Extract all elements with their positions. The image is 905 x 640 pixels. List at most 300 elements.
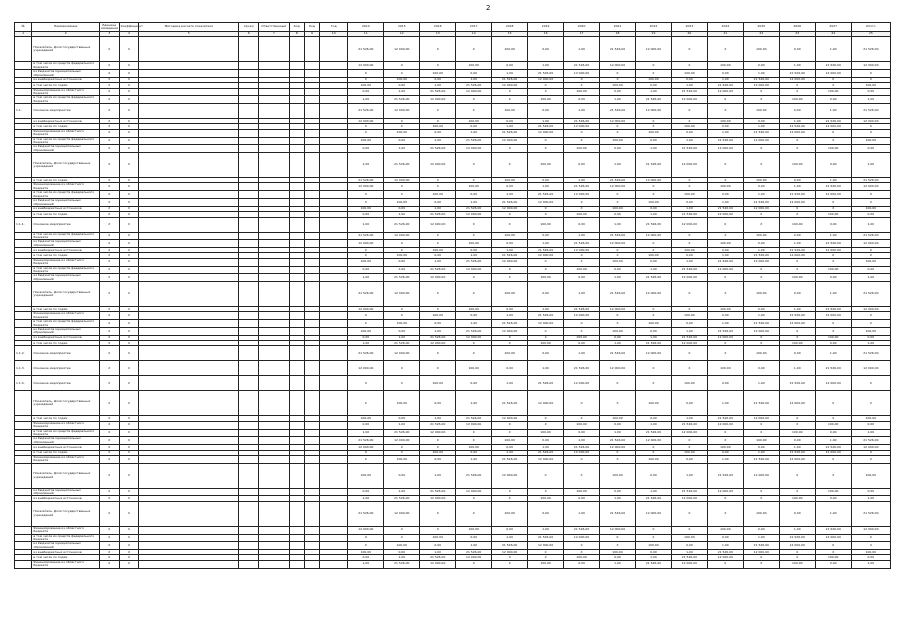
value-cell: X: [671, 307, 707, 312]
value-cell: 0: [528, 83, 564, 88]
value-cell: 21 526,00: [384, 560, 420, 568]
value-cell: 12 000,00: [743, 550, 779, 555]
table-cell: [304, 129, 319, 137]
value-cell: 1,00: [779, 62, 815, 70]
value-cell: 21 526,00: [564, 62, 600, 70]
value-cell: 0: [600, 124, 636, 129]
unit-cell: X: [119, 391, 139, 416]
value-cell: 100,00: [743, 104, 779, 119]
value-cell: 0,00: [420, 77, 456, 82]
value-cell: 100,00: [635, 77, 671, 82]
table-cell: [304, 145, 319, 153]
value-cell: X: [707, 104, 743, 119]
value-cell: 100,00: [635, 320, 671, 328]
value-cell: X: [779, 335, 815, 340]
unit-cell: X: [119, 437, 139, 445]
row-label: в том числе из средств федерального бюджета: [32, 266, 100, 274]
value-cell: 100,00: [707, 183, 743, 191]
table-cell: [320, 534, 348, 542]
table-cell: [259, 266, 290, 274]
table-cell: [289, 104, 304, 119]
value-cell: 21 526,00: [492, 199, 528, 207]
unit-cell: X: [119, 312, 139, 320]
value-cell: 0: [348, 534, 384, 542]
table-row: [15, 145, 891, 153]
value-cell: 0,00: [851, 555, 890, 560]
value-cell: 21 526,00: [492, 455, 528, 463]
value-cell: 21 526,00: [348, 37, 384, 62]
table-cell: [15, 391, 32, 416]
value-cell: 0,00: [600, 335, 636, 340]
table-row: [15, 70, 891, 78]
value-cell: X: [492, 496, 528, 501]
value-cell: 0,00: [348, 335, 384, 340]
table-cell: [239, 274, 259, 282]
unit-cell: X: [99, 335, 119, 340]
table-cell: [259, 346, 290, 361]
value-cell: X: [851, 542, 890, 550]
column-number: 7: [259, 32, 290, 37]
value-cell: 1,00: [348, 496, 384, 501]
table-cell: [15, 70, 32, 78]
value-cell: 1,00: [671, 550, 707, 555]
value-cell: 21 526,00: [420, 335, 456, 340]
value-cell: 0: [528, 550, 564, 555]
value-cell: 21 526,00: [635, 96, 671, 104]
table-cell: [289, 526, 304, 534]
unit-cell: X: [99, 70, 119, 78]
column-number: 2: [32, 32, 100, 37]
value-cell: 21 526,00: [348, 282, 384, 307]
value-cell: 21 526,00: [707, 258, 743, 266]
row-label: Финансирование из областного бюджета: [32, 421, 100, 429]
value-cell: 0: [779, 416, 815, 421]
value-cell: 100,00: [384, 455, 420, 463]
unit-cell: X: [119, 232, 139, 240]
value-cell: 0,00: [420, 199, 456, 207]
table-cell: [289, 70, 304, 78]
value-cell: 21 526,00: [420, 212, 456, 217]
unit-cell: X: [99, 137, 119, 145]
value-cell: 0,00: [348, 421, 384, 429]
value-cell: 0,00: [384, 83, 420, 88]
value-cell: 0: [456, 153, 492, 178]
table-cell: [320, 463, 348, 488]
value-cell: X: [420, 307, 456, 312]
table-row: [15, 542, 891, 550]
value-cell: 1,00: [420, 463, 456, 488]
value-cell: 0: [384, 445, 420, 450]
table-cell: [259, 361, 290, 376]
unit-cell: X: [119, 217, 139, 232]
value-cell: 1,00: [456, 320, 492, 328]
value-cell: 21 526,00: [492, 253, 528, 258]
value-cell: 100,00: [528, 496, 564, 501]
value-cell: 1,00: [564, 37, 600, 62]
table-row: [15, 421, 891, 429]
column-number: 5: [139, 32, 239, 37]
column-number: 17: [564, 32, 600, 37]
value-cell: 12 000,00: [600, 361, 636, 376]
value-cell: 0,00: [384, 416, 420, 421]
table-row: [15, 37, 891, 62]
value-cell: 0,00: [420, 391, 456, 416]
value-cell: 12 000,00: [707, 488, 743, 496]
value-cell: 0: [743, 266, 779, 274]
value-cell: 1,00: [420, 328, 456, 336]
value-cell: 100,00: [671, 70, 707, 78]
value-cell: 0: [815, 129, 851, 137]
row-label: Финансирование из областного бюджета: [32, 560, 100, 568]
table-cell: [139, 282, 239, 307]
value-cell: X: [528, 335, 564, 340]
value-cell: 12 000,00: [492, 137, 528, 145]
value-cell: 21 526,00: [528, 534, 564, 542]
value-cell: 0: [600, 191, 636, 199]
value-cell: 0: [707, 96, 743, 104]
table-cell: [304, 153, 319, 178]
value-cell: X: [384, 312, 420, 320]
table-row: [15, 266, 891, 274]
value-cell: 1,00: [384, 88, 420, 96]
value-cell: 21 526,00: [492, 320, 528, 328]
column-number: 14: [456, 32, 492, 37]
value-cell: 1,00: [528, 307, 564, 312]
value-cell: 21 526,00: [456, 258, 492, 266]
unit-cell: X: [99, 206, 119, 211]
table-cell: [139, 501, 239, 526]
value-cell: 0: [600, 248, 636, 253]
table-cell: [139, 391, 239, 416]
value-cell: 0: [743, 421, 779, 429]
row-label: Финансирование из областного бюджета: [32, 88, 100, 96]
table-row: [15, 104, 891, 119]
value-cell: 0: [779, 206, 815, 211]
value-cell: 0,00: [815, 153, 851, 178]
value-cell: 0: [815, 542, 851, 550]
unit-cell: X: [99, 191, 119, 199]
value-cell: 1,00: [743, 191, 779, 199]
table-cell: [320, 282, 348, 307]
value-cell: 100,00: [600, 463, 636, 488]
value-cell: 0: [743, 88, 779, 96]
table-cell: [15, 274, 32, 282]
table-cell: [15, 96, 32, 104]
value-cell: 12 000,00: [600, 445, 636, 450]
table-cell: [139, 232, 239, 240]
table-cell: [15, 534, 32, 542]
value-cell: 0: [420, 437, 456, 445]
table-cell: [289, 129, 304, 137]
value-cell: 0: [635, 183, 671, 191]
column-number: 24: [815, 32, 851, 37]
value-cell: 12 000,00: [384, 178, 420, 183]
value-cell: 21 526,00: [528, 124, 564, 129]
table-cell: [304, 88, 319, 96]
column-header: Ответственный: [259, 23, 290, 32]
table-cell: [304, 391, 319, 416]
value-cell: 1,00: [564, 437, 600, 445]
table-row: [15, 501, 891, 526]
table-cell: [15, 328, 32, 336]
value-cell: X: [420, 183, 456, 191]
value-cell: 0: [671, 346, 707, 361]
table-cell: [289, 437, 304, 445]
value-cell: 21 526,00: [815, 119, 851, 124]
value-cell: 12 000,00: [671, 274, 707, 282]
value-cell: X: [851, 455, 890, 463]
value-cell: 1,00: [528, 62, 564, 70]
value-cell: 0: [528, 328, 564, 336]
value-cell: 100,00: [564, 421, 600, 429]
value-cell: 100,00: [851, 550, 890, 555]
value-cell: 1,00: [456, 391, 492, 416]
value-cell: X: [348, 253, 384, 258]
table-cell: [289, 560, 304, 568]
unit-cell: X: [119, 129, 139, 137]
unit-cell: X: [99, 37, 119, 62]
value-cell: 21 526,00: [671, 266, 707, 274]
value-cell: 100,00: [528, 429, 564, 437]
value-cell: 0: [456, 560, 492, 568]
table-cell: [259, 437, 290, 445]
value-cell: 0,00: [707, 376, 743, 391]
value-cell: 100,00: [671, 450, 707, 455]
value-cell: 100,00: [492, 232, 528, 240]
value-cell: 1,00: [635, 555, 671, 560]
table-cell: [320, 153, 348, 178]
row-label: из бюджетов муниципальных образований: [32, 542, 100, 550]
value-cell: X: [815, 463, 851, 488]
table-cell: [139, 129, 239, 137]
value-cell: 0: [635, 361, 671, 376]
value-cell: 0,00: [348, 88, 384, 96]
unit-cell: X: [119, 88, 139, 96]
value-cell: 12 000,00: [456, 145, 492, 153]
unit-cell: X: [99, 183, 119, 191]
value-cell: 12 000,00: [492, 206, 528, 211]
value-cell: 100,00: [564, 266, 600, 274]
section-number: 1.1.2.: [15, 346, 32, 361]
unit-cell: X: [119, 463, 139, 488]
value-cell: X: [348, 77, 384, 82]
column-header: 2016: [420, 23, 456, 32]
value-cell: 0: [815, 77, 851, 82]
table-cell: [259, 429, 290, 437]
unit-cell: X: [119, 248, 139, 253]
column-header: 2017: [456, 23, 492, 32]
value-cell: 0: [492, 88, 528, 96]
value-cell: 21 526,00: [707, 463, 743, 488]
value-cell: 12 000,00: [635, 282, 671, 307]
value-cell: 0: [492, 145, 528, 153]
value-cell: 0,00: [528, 37, 564, 62]
value-cell: X: [348, 129, 384, 137]
value-cell: 0: [635, 119, 671, 124]
unit-cell: X: [99, 328, 119, 336]
table-cell: [259, 62, 290, 70]
value-cell: 12 000,00: [420, 341, 456, 346]
value-cell: 12 000,00: [671, 496, 707, 501]
value-cell: 100,00: [743, 232, 779, 240]
value-cell: 12 000,00: [528, 129, 564, 137]
value-cell: 12 000,00: [564, 248, 600, 253]
value-cell: 21 526,00: [815, 526, 851, 534]
value-cell: 100,00: [348, 416, 384, 421]
value-cell: 21 526,00: [528, 248, 564, 253]
value-cell: 0: [564, 77, 600, 82]
value-cell: 12 000,00: [492, 83, 528, 88]
value-cell: 1,00: [420, 416, 456, 421]
value-cell: 1,00: [671, 328, 707, 336]
row-label: из внебюджетных источников: [32, 206, 100, 211]
value-cell: 0: [671, 437, 707, 445]
table-row: [15, 258, 891, 266]
table-cell: [239, 455, 259, 463]
table-cell: [15, 62, 32, 70]
unit-cell: X: [99, 104, 119, 119]
column-number: 15: [492, 32, 528, 37]
value-cell: 12 000,00: [851, 240, 890, 248]
budget-table-page: [14, 22, 891, 569]
value-cell: 100,00: [779, 274, 815, 282]
row-label: Показатель. Доля государственных учреждений: [32, 501, 100, 526]
row-label: Основное мероприятие: [32, 346, 100, 361]
table-row: [15, 274, 891, 282]
value-cell: 1,00: [815, 178, 851, 183]
value-cell: 12 000,00: [348, 62, 384, 70]
value-cell: 1,00: [492, 450, 528, 455]
unit-cell: X: [119, 282, 139, 307]
value-cell: X: [743, 153, 779, 178]
value-cell: 12 000,00: [707, 266, 743, 274]
unit-cell: X: [119, 328, 139, 336]
column-number: 10: [320, 32, 348, 37]
row-label: в том числе из средств федерального бюджета: [32, 137, 100, 145]
value-cell: 100,00: [420, 450, 456, 455]
value-cell: X: [707, 232, 743, 240]
value-cell: 12 000,00: [420, 153, 456, 178]
row-label: Показатель. Доля государственных учреждений: [32, 463, 100, 488]
value-cell: 1,00: [851, 429, 890, 437]
value-cell: X: [348, 542, 384, 550]
table-cell: [15, 437, 32, 445]
table-cell: [289, 312, 304, 320]
value-cell: 100,00: [456, 526, 492, 534]
value-cell: 0,00: [743, 183, 779, 191]
value-cell: 1,00: [600, 429, 636, 437]
unit-cell: X: [119, 450, 139, 455]
value-cell: 12 000,00: [743, 83, 779, 88]
value-cell: 1,00: [456, 199, 492, 207]
table-cell: [289, 488, 304, 496]
value-cell: X: [779, 266, 815, 274]
value-cell: 12 000,00: [851, 526, 890, 534]
value-cell: 100,00: [671, 376, 707, 391]
value-cell: 21 526,00: [492, 77, 528, 82]
value-cell: 12 000,00: [420, 217, 456, 232]
column-number: 3: [99, 32, 119, 37]
value-cell: 12 000,00: [779, 199, 815, 207]
table-cell: [15, 421, 32, 429]
value-cell: X: [815, 328, 851, 336]
column-number: 25: [851, 32, 890, 37]
value-cell: 0: [635, 240, 671, 248]
table-cell: [139, 183, 239, 191]
value-cell: 21 526,00: [456, 137, 492, 145]
table-cell: [15, 240, 32, 248]
value-cell: 21 526,00: [420, 88, 456, 96]
row-label: в том числе по годам: [32, 450, 100, 455]
table-cell: [239, 429, 259, 437]
value-cell: 1,00: [635, 88, 671, 96]
table-cell: [259, 153, 290, 178]
value-cell: 0: [707, 274, 743, 282]
unit-cell: X: [119, 496, 139, 501]
value-cell: 12 000,00: [456, 555, 492, 560]
value-cell: 0,00: [600, 421, 636, 429]
table-row: [15, 240, 891, 248]
value-cell: 0: [851, 450, 890, 455]
value-cell: 12 000,00: [743, 328, 779, 336]
value-cell: 0,00: [456, 191, 492, 199]
row-label: в том числе из средств федерального бюджета: [32, 429, 100, 437]
value-cell: 0: [779, 258, 815, 266]
table-cell: [239, 62, 259, 70]
value-cell: 0,00: [815, 341, 851, 346]
table-cell: [139, 274, 239, 282]
value-cell: 1,00: [384, 212, 420, 217]
value-cell: 1,00: [635, 145, 671, 153]
table-cell: [320, 312, 348, 320]
table-cell: [139, 463, 239, 488]
value-cell: 1,00: [707, 199, 743, 207]
row-label: Финансирование из областного бюджета: [32, 526, 100, 534]
table-cell: [320, 129, 348, 137]
value-cell: X: [600, 253, 636, 258]
unit-cell: X: [99, 240, 119, 248]
value-cell: 12 000,00: [707, 88, 743, 96]
unit-cell: X: [99, 560, 119, 568]
row-label: из внебюджетных источников: [32, 77, 100, 82]
table-cell: [289, 191, 304, 199]
table-cell: [239, 391, 259, 416]
value-cell: X: [600, 542, 636, 550]
value-cell: 0,00: [600, 212, 636, 217]
value-cell: 100,00: [671, 534, 707, 542]
unit-cell: X: [99, 391, 119, 416]
table-cell: [15, 88, 32, 96]
table-cell: [259, 217, 290, 232]
table-cell: [239, 145, 259, 153]
column-number: 23: [779, 32, 815, 37]
unit-cell: X: [99, 550, 119, 555]
value-cell: 12 000,00: [815, 376, 851, 391]
table-cell: [304, 199, 319, 207]
table-cell: [139, 361, 239, 376]
unit-cell: X: [99, 145, 119, 153]
value-cell: 0: [384, 119, 420, 124]
value-cell: 21 526,00: [600, 437, 636, 445]
value-cell: 1,00: [707, 77, 743, 82]
value-cell: 0,00: [528, 178, 564, 183]
value-cell: 0: [420, 346, 456, 361]
value-cell: 0,00: [564, 217, 600, 232]
value-cell: 1,00: [384, 335, 420, 340]
table-cell: [320, 437, 348, 445]
row-label: Показатель. Доля государственных учреждений: [32, 282, 100, 307]
row-label: из бюджетов муниципальных образований: [32, 437, 100, 445]
